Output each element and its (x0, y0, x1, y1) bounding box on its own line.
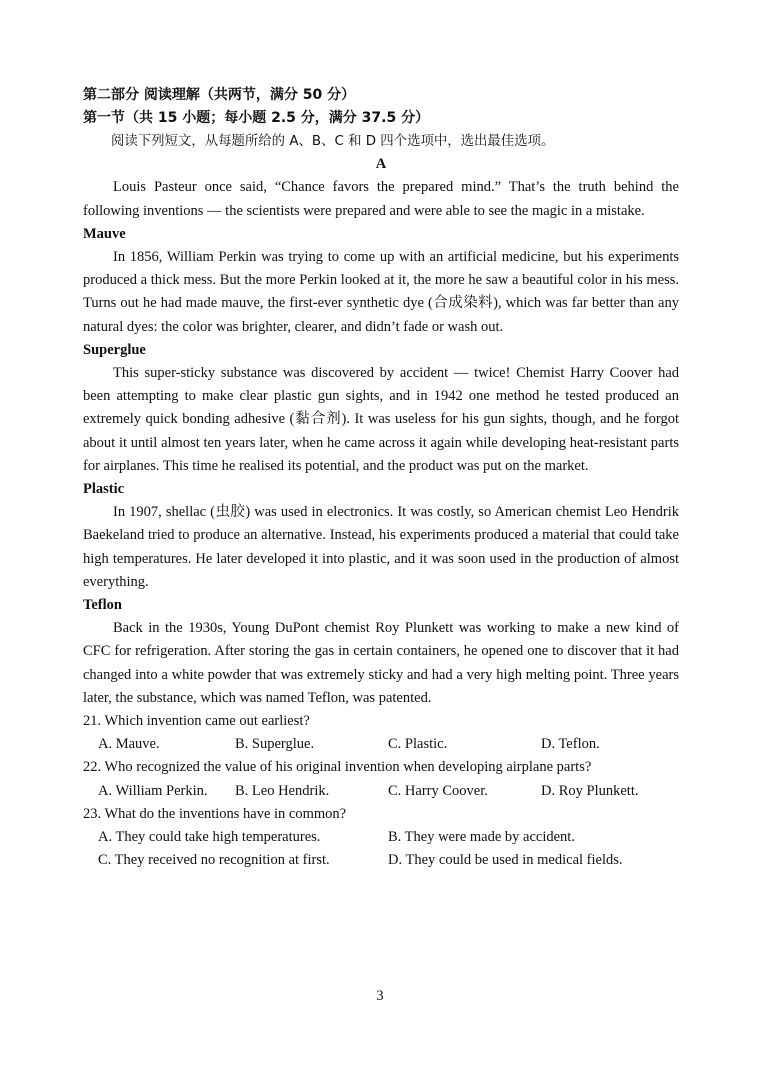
passage-intro: Louis Pasteur once said, “Chance favors the prepared mind.” That’s the truth behind the following inventions — the scientists were prepared and were able to see the magic in a mistake. (83, 179, 679, 219)
question-23 (83, 803, 679, 873)
question-stem: 21. Which invention came out earliest? (83, 712, 310, 729)
question-stem: 22. Who recognized the value of his original invention when developing airplane parts? (83, 759, 592, 776)
question-stem: 23. What do the inventions have in common? (83, 805, 347, 822)
section-text-mauve: In 1856, William Perkin was trying to come up with an artificial medicine, but his experiments produced a thick mess. But the more Perkin looked at it, the more he saw a beautiful color in his mess. Turns out he had made mauve, the first-ever synthetic dye (合成染料), which was far better than any natural dyes: the color was brighter, clearer, and didn’t fade or wash out. (83, 248, 679, 335)
section-subtitle: 第一节（共 15 小题；每小题 2.5 分，满分 37.5 分） (83, 110, 430, 126)
option-d: D. They could be used in medical fields. (388, 852, 623, 869)
question-options (83, 849, 679, 872)
question-options (83, 733, 679, 756)
option-b: B. Superglue. (235, 736, 315, 753)
section-heading-teflon: Teflon (83, 596, 122, 613)
question-22 (83, 756, 679, 802)
section-text-plastic: In 1907, shellac (虫胶) was used in electronics. It was costly, so American chemist Leo Hendrik Baekeland tried to produce an alternative. Instead, his experiments produced a material that could take high temperatures. He later developed it into plastic, and it was soon used in the production of almost everything. (83, 504, 679, 590)
section-heading-mauve: Mauve (83, 225, 126, 242)
section-heading-superglue: Superglue (83, 341, 146, 358)
page-number: 3 (376, 988, 384, 1004)
question-21 (83, 710, 679, 756)
option-a: A. They could take high temperatures. (98, 828, 321, 845)
section-heading-plastic: Plastic (83, 480, 125, 497)
exam-page (83, 84, 679, 872)
part-title: 第二部分 阅读理解（共两节，满分 50 分） (83, 87, 356, 103)
option-d: D. Teflon. (541, 736, 600, 753)
option-a: A. Mauve. (98, 736, 160, 753)
option-c: C. Harry Coover. (388, 782, 488, 799)
question-options (83, 826, 679, 849)
option-a: A. William Perkin. (98, 782, 208, 799)
option-c: C. They received no recognition at first. (98, 852, 330, 869)
section-text-superglue: This super-sticky substance was discovered by accident — twice! Chemist Harry Coover had been attempting to make clear plastic gun sights, and in 1942 one method he tested produced an extremely quick bonding adhesive (黏合剂). It was useless for his gun sights, though, and he forgot about it until almost ten years later, when he came across it again while developing heat-resistant parts for airplanes. This time he realised its potential, and the product was put on the market. (83, 364, 679, 474)
section-text-teflon: Back in the 1930s, Young DuPont chemist Roy Plunkett was working to make a new kind of CFC for refrigeration. After storing the gas in certain containers, he opened one to discover that it had changed into a white powder that was extremely sticky and had a very high melting point. Three years later, the substance, which was named Teflon, was patented. (83, 620, 679, 706)
option-b: B. They were made by accident. (388, 828, 575, 845)
passage-letter: A (375, 156, 387, 173)
option-b: B. Leo Hendrik. (235, 782, 330, 799)
option-d: D. Roy Plunkett. (541, 782, 639, 799)
option-c: C. Plastic. (388, 736, 448, 753)
question-options (83, 780, 679, 803)
instruction-text: 阅读下列短文，从每题所给的 A、B、C 和 D 四个选项中，选出最佳选项。 (111, 134, 555, 149)
